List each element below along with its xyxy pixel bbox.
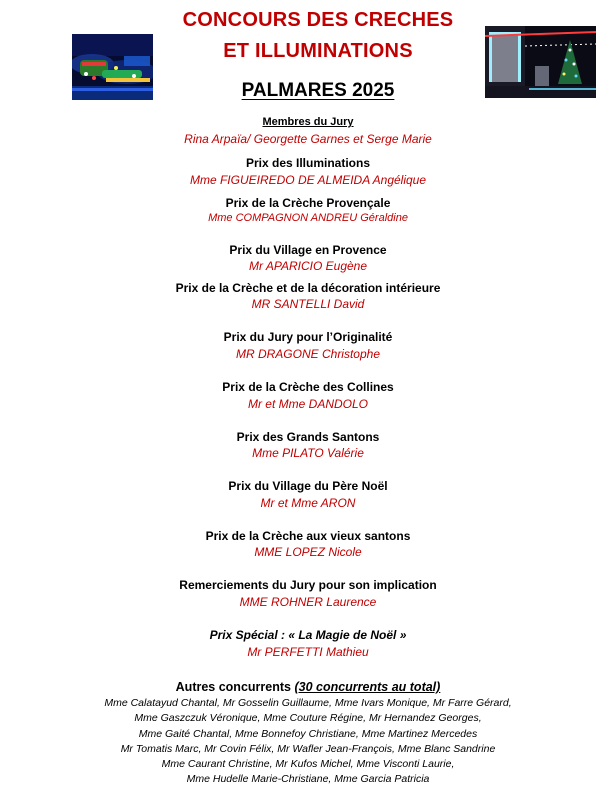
- prize-title: Prix des Grands Santons: [236, 430, 380, 444]
- others-heading-line: [0, 680, 616, 694]
- prize-title: Prix du Village en Provence: [229, 243, 387, 257]
- prize-title: Prix du Jury pour l’Originalité: [223, 330, 393, 344]
- others-line: Mme Hudelle Marie-Christiane, Mme Garcia Patricia: [186, 773, 430, 786]
- special-prize-title: Prix Spécial : « La Magie de Noël »: [209, 628, 407, 642]
- prize-winner: MME ROHNER Laurence: [239, 595, 377, 609]
- prize-title: Prix du Village du Père Noël: [228, 479, 388, 493]
- prize-winner: Mme FIGUEIREDO DE ALMEIDA Angélique: [189, 173, 427, 187]
- jury-members: Rina Arpaïa/ Georgette Garnes et Serge Marie: [184, 132, 432, 146]
- prize-winner: MR DRAGONE Christophe: [235, 347, 381, 361]
- others-line: Mr Tomatis Marc, Mr Covin Félix, Mr Wafler Jean-François, Mme Blanc Sandrine: [120, 742, 496, 755]
- palmares-text: PALMARES 2025: [241, 80, 395, 101]
- others-line: Mme Caurant Christine, Mr Kufos Michel, Mme Visconti Laurie,: [161, 758, 455, 771]
- others-heading: Autres concurrents: [175, 680, 291, 694]
- prize-title: Prix de la Crèche aux vieux santons: [205, 529, 411, 543]
- prize-winner: Mme PILATO Valérie: [252, 446, 364, 460]
- prize-winner: Mr PERFETTI Mathieu: [247, 645, 369, 659]
- title-line-2: ET ILLUMINATIONS: [223, 40, 413, 62]
- title-line-1: CONCOURS DES CRECHES: [182, 9, 454, 31]
- others-list: [0, 696, 616, 788]
- prize-winner: MR SANTELLI David: [251, 297, 365, 311]
- prize-winner: Mr et Mme DANDOLO: [247, 397, 368, 411]
- others-line: Mme Gaszczuk Véronique, Mme Couture Régine, Mr Hernandez Georges,: [134, 712, 482, 725]
- prize-winner: MME LOPEZ Nicole: [254, 545, 362, 559]
- prize-title: Prix de la Crèche et de la décoration intérieure: [175, 281, 441, 295]
- prize-title: Prix des Illuminations: [245, 156, 371, 170]
- others-line: Mme Gaité Chantal, Mme Bonnefoy Christiane, Mme Martinez Mercedes: [138, 727, 478, 740]
- prize-winner: Mr APARICIO Eugène: [248, 259, 368, 273]
- prize-title: Prix de la Crèche Provençale: [225, 196, 391, 210]
- prize-winner: Mr et Mme ARON: [260, 496, 356, 510]
- palmares-heading: [0, 80, 616, 102]
- prize-title: Prix de la Crèche des Collines: [222, 380, 394, 394]
- jury-heading: Membres du Jury: [262, 116, 354, 128]
- others-line: Mme Calatayud Chantal, Mr Gosselin Guillaume, Mme Ivars Monique, Mr Farre Gérard,: [104, 697, 512, 709]
- prize-title: Remerciements du Jury pour son implication: [179, 578, 437, 592]
- prize-winner: Mme COMPAGNON ANDREU Géraldine: [208, 212, 408, 224]
- others-count: (30 concurrents au total): [294, 680, 441, 694]
